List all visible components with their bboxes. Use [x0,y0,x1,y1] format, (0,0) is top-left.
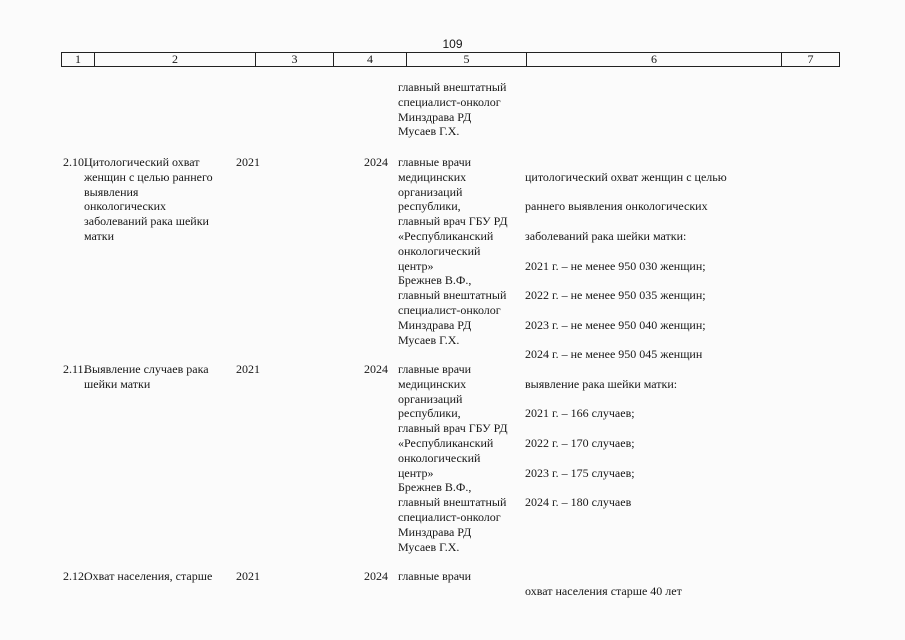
result-line: цитологический охват женщин с целью [525,169,727,184]
row-end-year: 2024 [364,155,388,169]
result-line: заболеваний рака шейки матки: [525,228,687,243]
result-line: 2024 г. – 180 случаев [525,495,632,510]
result-line: 2021 г. – 166 случаев; [525,406,635,421]
row-name: Выявление случаев рака шейки матки [84,362,209,391]
result-line: 2023 г. – не менее 950 040 женщин; [525,317,706,332]
row-end-year: 2024 [364,569,388,583]
result-line: раннего выявления онкологических [525,199,708,214]
row-name: Цитологический охват женщин с целью раннего выявления онкологических заболеваний рака шейки матки [84,155,213,243]
row-responsible: главные врачи [398,569,472,583]
row-responsible: главные врачи медицинских организаций республики, главный врач ГБУ РД «Республиканский онкологический центр» Брежнев В.Ф., главный внештатный специалист-онколог Минздрава РД Мусаев Г.Х. [398,362,508,554]
table-header-row [61,52,840,67]
row-number: 2.12. [63,569,87,583]
result-line: 2023 г. – 175 случаев; [525,465,635,480]
result-line: 2022 г. – 170 случаев; [525,435,635,450]
result-line: 2024 г. – не менее 950 045 женщин [525,347,703,362]
header-col-5: 5 [406,53,526,66]
row-result [525,155,781,377]
row-end-year: 2024 [364,362,388,376]
header-col-7: 7 [781,53,839,66]
row-result [525,569,781,613]
row-start-year: 2021 [236,362,260,376]
header-col-3: 3 [255,53,333,66]
row-start-year: 2021 [236,155,260,169]
result-line: охват населения старше 40 лет [525,583,682,598]
result-line: 2021 г. – не менее 950 030 женщин; [525,258,706,273]
header-col-1: 1 [75,52,81,66]
row-number: 2.11. [63,362,87,376]
row-result [525,362,781,525]
result-line: 2022 г. – не менее 950 035 женщин; [525,288,706,303]
result-line: выявление рака шейки матки: [525,376,678,391]
header-col-6: 6 [526,53,781,66]
row-start-year: 2021 [236,569,260,583]
header-col-4: 4 [333,53,406,66]
page-number: 109 [442,37,463,51]
row-name: Охват населения, старше [84,569,213,583]
row-responsible: главные врачи медицинских организаций республики, главный врач ГБУ РД «Республиканский онкологический центр» Брежнев В.Ф., главный внештатный специалист-онколог Минздрава РД Мусаев Г.Х. [398,155,508,347]
row-number: 2.10. [63,155,87,169]
header-col-2: 2 [94,53,255,66]
continuation-responsible: главный внештатный специалист-онколог Минздрава РД Мусаев Г.Х. [398,80,507,139]
